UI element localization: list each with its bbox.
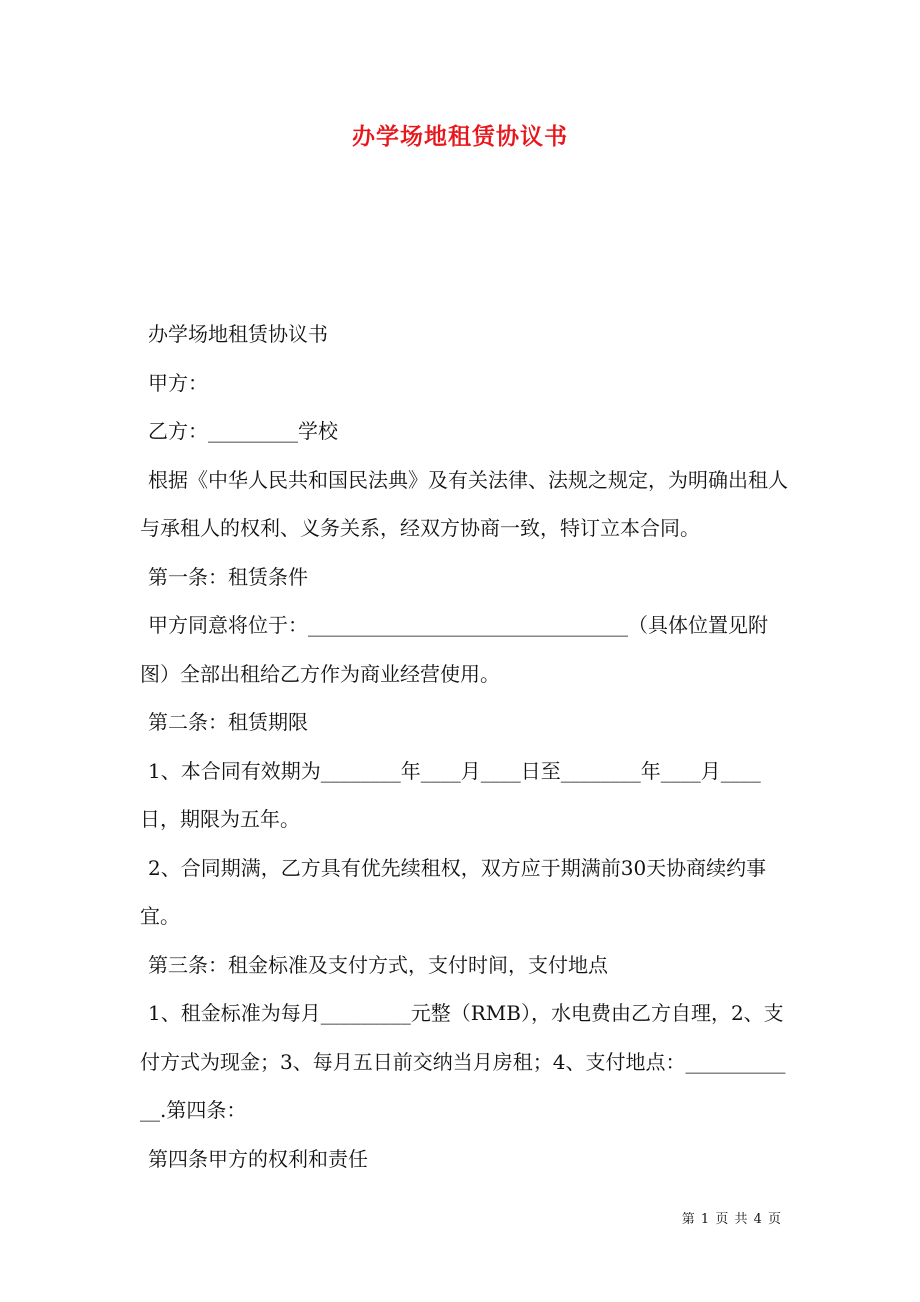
paragraph-party-a: 甲方：	[148, 370, 208, 395]
paragraph-article-4-title: 第四条甲方的权利和责任	[148, 1146, 368, 1171]
paragraph-preamble: 根据《中华人民共和国民法典》及有关法律、法规之规定，为明确出租人与承租人的权利、义务关系，经双方协商一致，特订立本合同。	[140, 467, 788, 540]
paragraph-article-1-body: 甲方同意将位于：________________________________（具体位置见附图）全部出租给乙方作为商业经营使用。	[140, 613, 768, 686]
paragraph-article-1-title: 第一条：租赁条件	[148, 564, 308, 589]
page-number: 第 1 页 共 4 页	[681, 1212, 782, 1227]
document-body	[140, 310, 790, 1183]
paragraph-heading: 办学场地租赁协议书	[148, 322, 328, 346]
paragraph-article-3-title: 第三条：租金标准及支付方式，支付时间，支付地点	[148, 952, 608, 977]
paragraph-article-3-body: 1、租金标准为每月_________元整（RMB），水电费由乙方自理，2、支付方式为现金；3、每月五日前交纳当月房租；4、支付地点：____________.第四条：	[140, 1001, 786, 1122]
paragraph-article-2-item-1: 1、本合同有效期为________年____月____日至________年____月____日，期限为五年。	[140, 758, 761, 831]
paragraph-article-2-item-2: 2、合同期满，乙方具有优先续租权，双方应于期满前30天协商续约事宜。	[140, 855, 767, 928]
document-title: 办学场地租赁协议书	[352, 123, 568, 150]
paragraph-party-b: 乙方：_________学校	[148, 419, 338, 443]
paragraph-article-2-title: 第二条：租赁期限	[148, 710, 308, 734]
